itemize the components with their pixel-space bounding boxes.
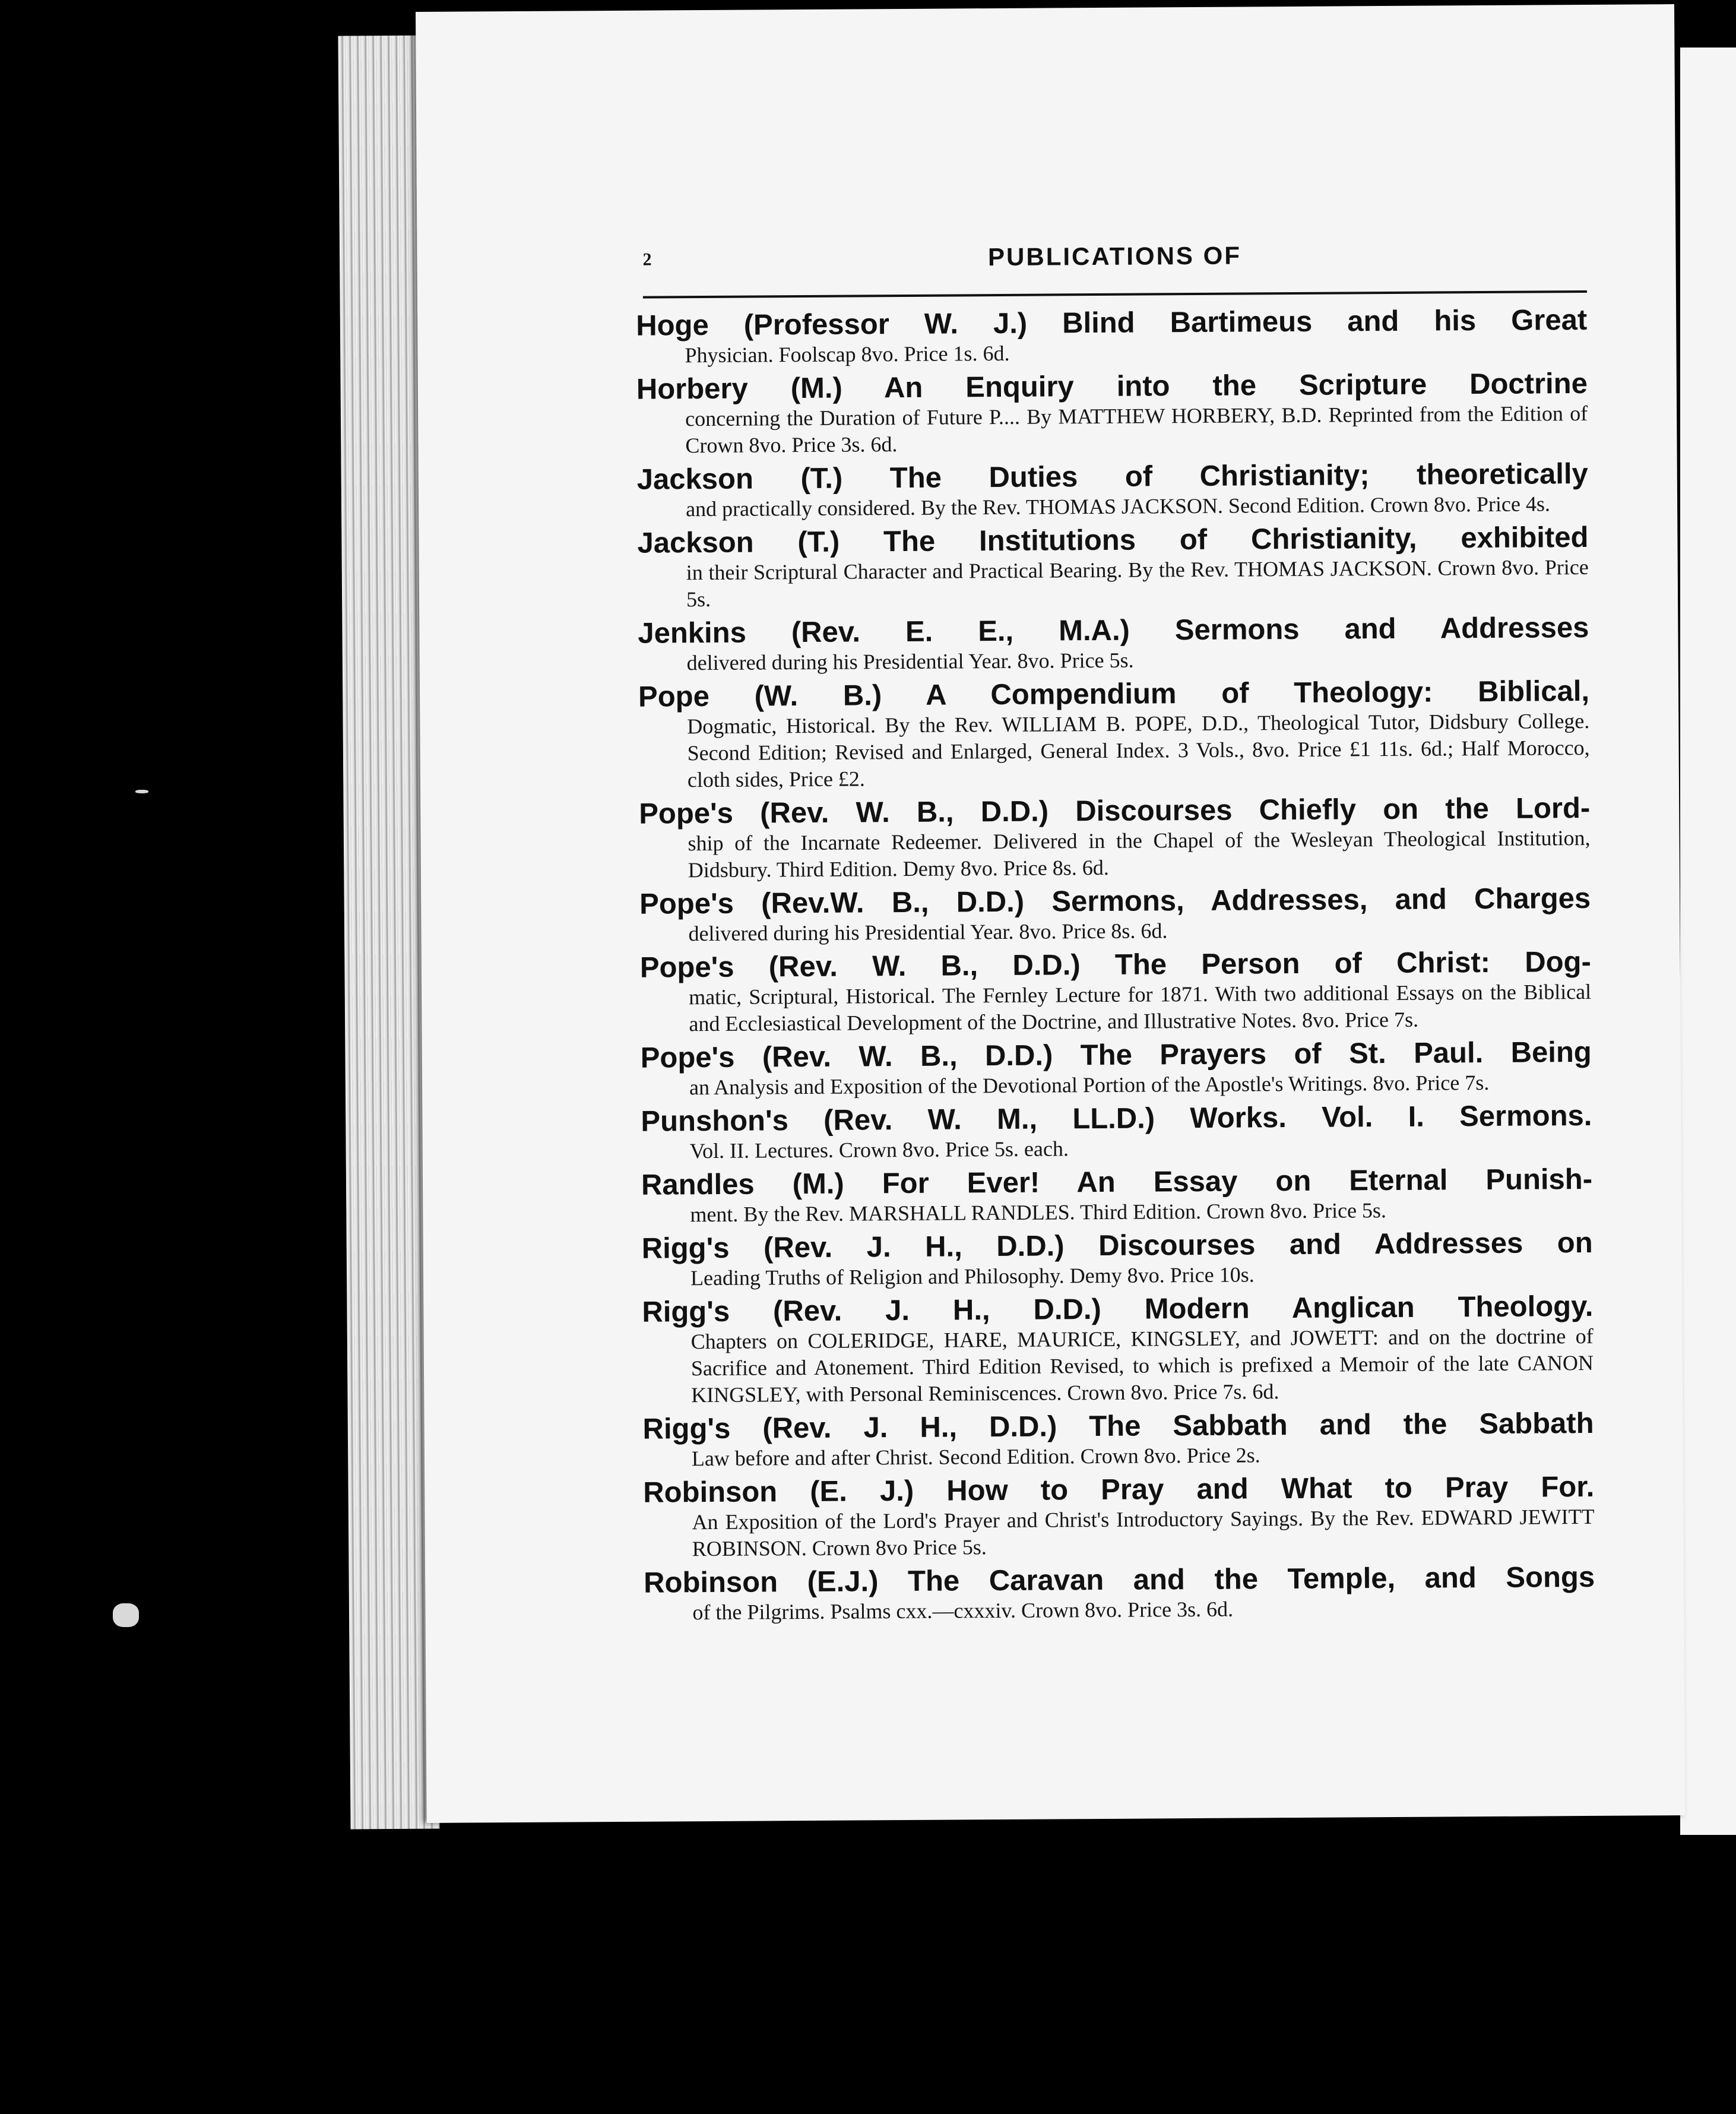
publication-list (636, 303, 1595, 1626)
entry-heading: Pope (W. B.) A Compendium of Theology: Biblical, (638, 675, 1590, 713)
dust-speck (135, 790, 148, 793)
entry-description: Chapters on COLERIDGE, HARE, MAURICE, KINGSLEY, and JOWETT: and on the doctrine of Sacrifice and Atonement. Third Edition Revised, to which is prefixed a Memoir of the late CANON KINGSLEY, with Personal Reminiscences. Crown 8vo. Price 7s. 6d. (690, 1324, 1594, 1407)
entry-heading: Horbery (M.) An Enquiry into the Scripture Doctrine (636, 367, 1588, 406)
entry-description: matic, Scriptural, Historical. The Fernley Lecture for 1871. With two additional Essays on the Biblical and Ecclesiastical Development of the Doctrine, and Illustrative Notes. 8vo. Price 7s. (689, 979, 1592, 1036)
entry-heading: Randles (M.) For Ever! An Essay on Eternal Punish- (641, 1163, 1593, 1201)
entry-description: and practically considered. By the Rev. THOMAS JACKSON. Second Edition. Crown 8vo. Price 4s. (686, 492, 1551, 521)
entry-heading: Pope's (Rev. W. B., D.D.) The Prayers of St. Paul. Being (640, 1036, 1592, 1074)
page-content (636, 239, 1595, 1630)
publication-entry (640, 1036, 1592, 1102)
publication-entry (639, 882, 1591, 948)
entry-description: Dogmatic, Historical. By the Rev. WILLIAM B. POPE, D.D., Theological Tutor, Didsbury College. Second Edition; Revised and Enlarged, General Index. 3 Vols., 8vo. Price £1 11s. 6d.; Half Morocco, cloth sides, Price £2. (687, 708, 1590, 792)
publication-entry (636, 367, 1588, 460)
entry-description: Law before and after Christ. Second Edition. Crown 8vo. Price 2s. (691, 1443, 1260, 1471)
entry-description: ship of the Incarnate Redeemer. Delivered in the Chapel of the Wesleyan Theological Institution, Didsbury. Third Edition. Demy 8vo. Price 8s. 6d. (688, 825, 1591, 882)
entry-heading: Robinson (E. J.) How to Pray and What to Pray For. (643, 1470, 1595, 1509)
entry-description: in their Scriptural Character and Practical Bearing. By the Rev. THOMAS JACKSON. Crown 8vo. Price 5s. (686, 555, 1589, 612)
publication-entry (643, 1470, 1595, 1563)
entry-heading: Robinson (E.J.) The Caravan and the Temple, and Songs (644, 1561, 1595, 1599)
entry-description: concerning the Duration of Future P.... By MATTHEW HORBERY, B.D. Reprinted from the Edition of Crown 8vo. Price 3s. 6d. (685, 401, 1588, 458)
publication-entry (636, 457, 1589, 523)
publication-entry (639, 792, 1591, 884)
publication-entry (638, 611, 1589, 677)
entry-heading: Pope's (Rev.W. B., D.D.) Sermons, Addresses, and Charges (639, 882, 1591, 920)
entry-heading: Hoge (Professor W. J.) Blind Bartimeus and his Great (636, 303, 1588, 342)
facing-page-edge (1680, 48, 1736, 1835)
publication-entry (637, 521, 1589, 613)
entry-heading: Punshon's (Rev. W. M., LL.D.) Works. Vol. I. Sermons. (641, 1099, 1592, 1138)
entry-description: Leading Truths of Religion and Philosophy. Demy 8vo. Price 10s. (690, 1262, 1255, 1290)
entry-description: An Exposition of the Lord's Prayer and Christ's Introductory Sayings. By the Rev. EDWARD JEWITT ROBINSON. Crown 8vo Price 5s. (692, 1504, 1595, 1561)
publication-entry (641, 1226, 1594, 1292)
entry-heading: Jenkins (Rev. E. E., M.A.) Sermons and Addresses (638, 611, 1589, 650)
entry-description: delivered during his Presidential Year. 8vo. Price 5s. (686, 648, 1134, 675)
entry-heading: Jackson (T.) The Institutions of Christianity, exhibited (637, 521, 1589, 559)
entry-description: delivered during his Presidential Year. 8vo. Price 8s. 6d. (688, 919, 1168, 946)
publication-entry (642, 1290, 1594, 1409)
entry-heading: Rigg's (Rev. J. H., D.D.) Discourses and Addresses on (641, 1226, 1593, 1265)
entry-description: Vol. II. Lectures. Crown 8vo. Price 5s. each. (689, 1137, 1069, 1163)
book-page (416, 4, 1686, 1823)
publication-entry (636, 303, 1588, 369)
entry-description: Physician. Foolscap 8vo. Price 1s. 6d. (685, 341, 1010, 368)
entry-description: of the Pilgrims. Psalms cxx.—cxxxiv. Crown 8vo. Price 3s. 6d. (692, 1597, 1234, 1625)
publication-entry (641, 1099, 1592, 1165)
entry-heading: Jackson (T.) The Duties of Christianity; theoretically (636, 457, 1588, 496)
entry-heading: Rigg's (Rev. J. H., D.D.) The Sabbath and the Sabbath (642, 1407, 1594, 1445)
entry-heading: Rigg's (Rev. J. H., D.D.) Modern Anglican Theology. (642, 1290, 1594, 1328)
publication-entry (644, 1561, 1595, 1626)
entry-description: an Analysis and Exposition of the Devotional Portion of the Apostle's Writings. 8vo. Price 7s. (689, 1070, 1490, 1100)
running-head (642, 239, 1586, 293)
entry-heading: Pope's (Rev. W. B., D.D.) Discourses Chiefly on the Lord- (639, 792, 1591, 830)
publication-entry (641, 1163, 1593, 1229)
running-head-title: PUBLICATIONS OF (987, 241, 1242, 271)
page-number: 2 (642, 249, 652, 270)
publication-entry (638, 675, 1590, 794)
dust-speck (113, 1603, 139, 1627)
entry-heading: Pope's (Rev. W. B., D.D.) The Person of Christ: Dog- (639, 945, 1591, 984)
publication-entry (642, 1407, 1594, 1473)
entry-description: ment. By the Rev. MARSHALL RANDLES. Third Edition. Crown 8vo. Price 5s. (690, 1198, 1387, 1227)
publication-entry (639, 945, 1592, 1038)
